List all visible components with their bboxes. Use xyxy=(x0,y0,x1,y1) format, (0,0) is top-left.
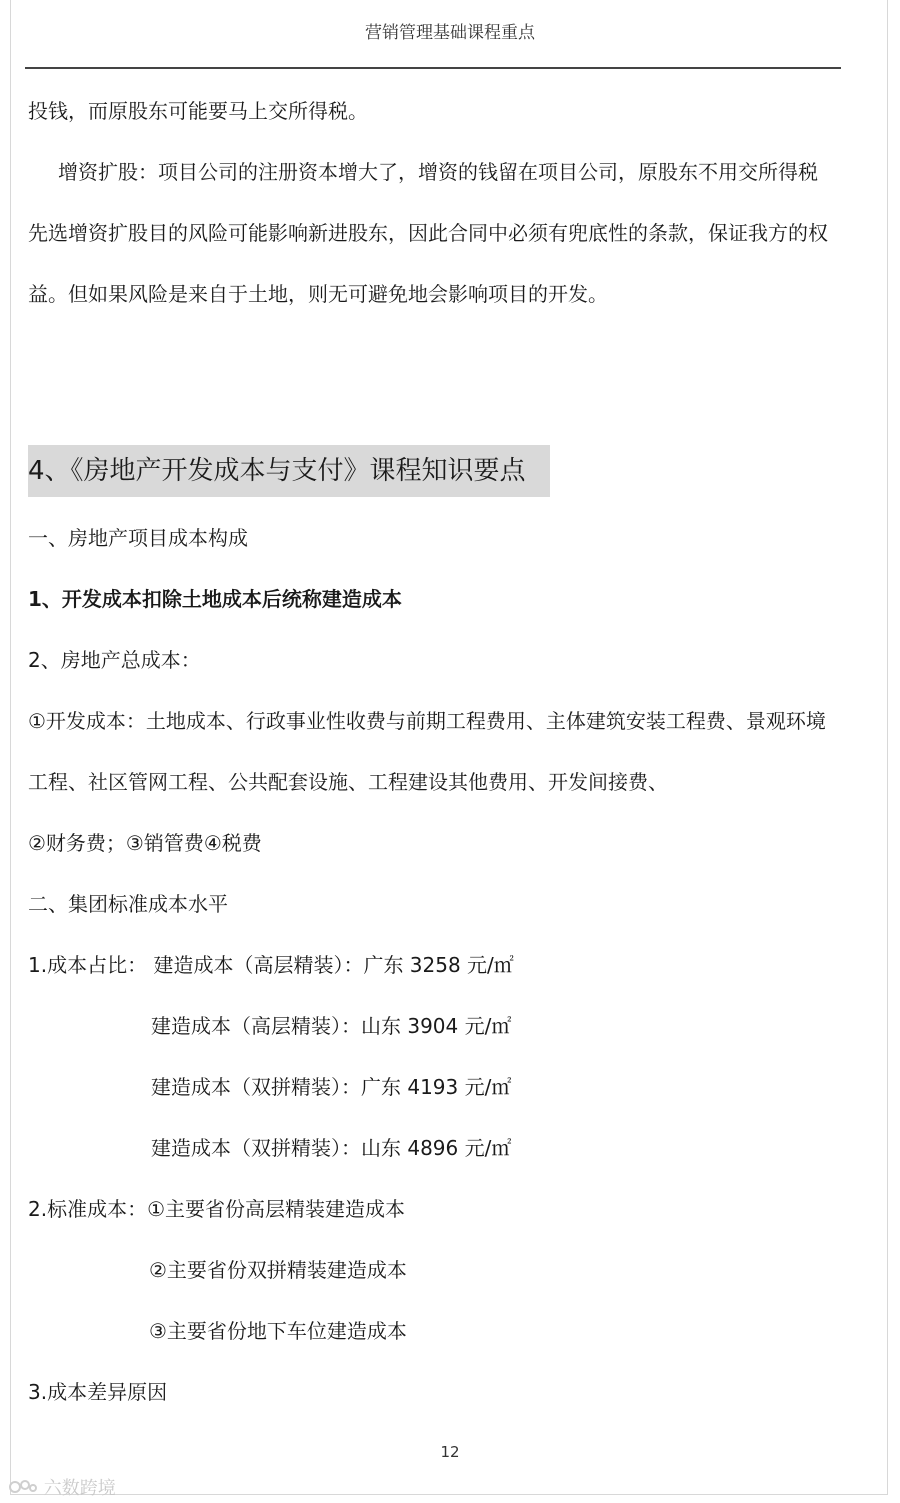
outline-item: 2、房地产总成本： xyxy=(28,648,201,672)
outline-item: 3.成本差异原因 xyxy=(28,1380,168,1404)
cost-item: 建造成本（双拼精装）：山东 4896 元/㎡ xyxy=(151,1136,512,1160)
section-heading: 4、《房地产开发成本与支付》课程知识要点 xyxy=(28,445,550,497)
standard-cost-item: ③主要省份地下车位建造成本 xyxy=(149,1319,407,1343)
outline-item: 二、集团标准成本水平 xyxy=(28,892,228,916)
standard-cost-item: ②主要省份双拼精装建造成本 xyxy=(149,1258,407,1282)
outline-item: ②财务费；③销管费④税费 xyxy=(28,831,262,855)
cost-item: 1.成本占比： 建造成本（高层精装）：广东 3258 元/㎡ xyxy=(28,953,514,977)
page-header-title: 营销管理基础课程重点 xyxy=(365,23,535,43)
page-number: 12 xyxy=(440,1443,460,1461)
cost-item: 建造成本（高层精装）：山东 3904 元/㎡ xyxy=(151,1014,512,1038)
paragraph-line: 先选增资扩股目的风险可能影响新进股东，因此合同中必须有兜底性的条款，保证我方的权 xyxy=(28,221,828,245)
outline-item: 1、开发成本扣除土地成本后统称建造成本 xyxy=(28,587,402,611)
watermark-logo-icon xyxy=(8,1477,38,1502)
paragraph-line: 投钱，而原股东可能要马上交所得税。 xyxy=(28,99,368,123)
watermark xyxy=(8,1474,116,1502)
paragraph-line: 增资扩股：项目公司的注册资本增大了，增资的钱留在项目公司，原股东不用交所得税 xyxy=(58,160,818,184)
paragraph-line: 益。但如果风险是来自于土地，则无可避免地会影响项目的开发。 xyxy=(28,282,608,306)
cost-item: 建造成本（双拼精装）：广东 4193 元/㎡ xyxy=(151,1075,512,1099)
outline-item: 一、房地产项目成本构成 xyxy=(28,526,248,550)
outline-item: 工程、社区管网工程、公共配套设施、工程建设其他费用、开发间接费、 xyxy=(28,770,668,794)
standard-cost-item: 2.标准成本：①主要省份高层精装建造成本 xyxy=(28,1197,406,1221)
outline-item: ①开发成本：土地成本、行政事业性收费与前期工程费用、主体建筑安装工程费、景观环境 xyxy=(28,709,826,733)
watermark-text: 六数跨境 xyxy=(43,1478,116,1499)
document-page xyxy=(10,0,888,1495)
header-divider xyxy=(25,67,841,69)
